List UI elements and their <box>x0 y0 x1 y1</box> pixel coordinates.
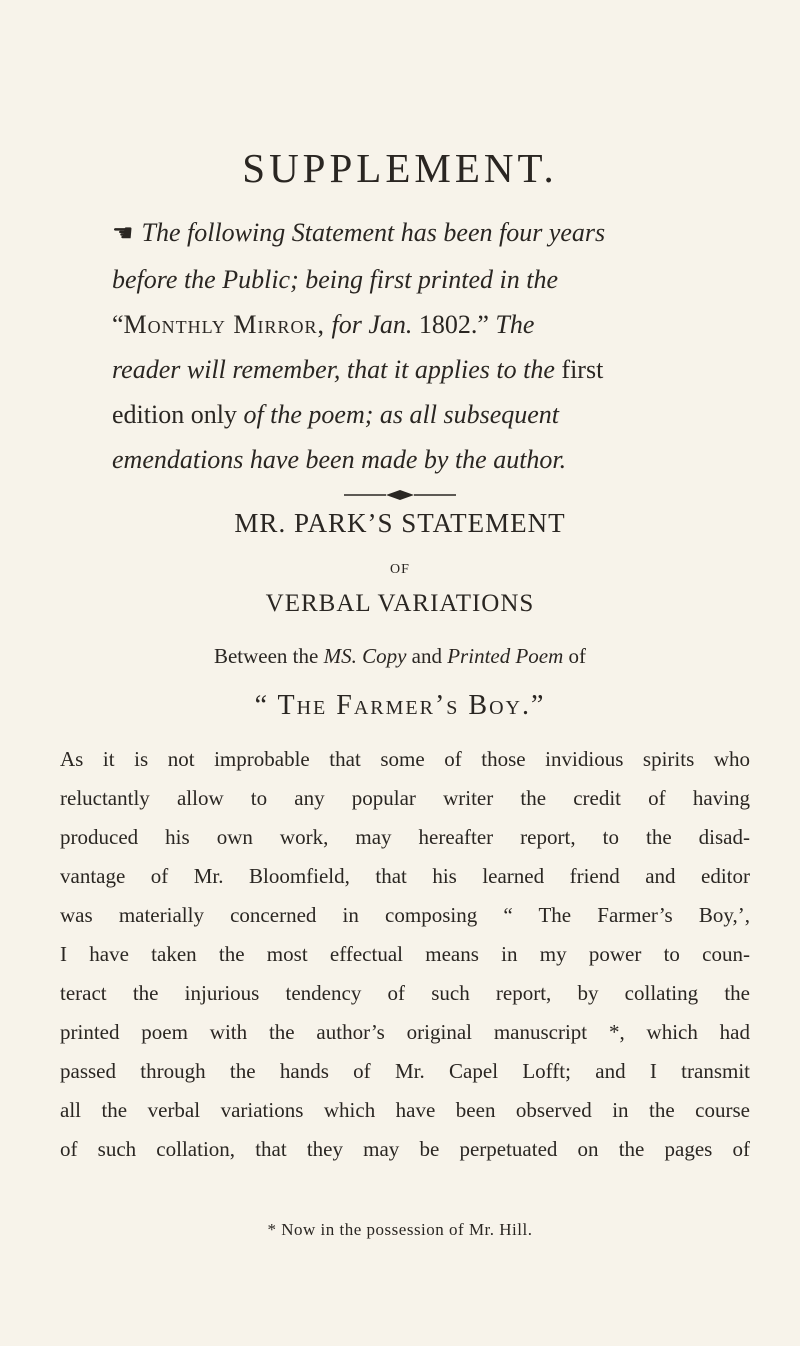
poem-title-heading: “ The Farmer’s Boy.” <box>254 690 546 721</box>
page-title: SUPPLEMENT. <box>242 145 558 191</box>
statement-body <box>60 740 750 1169</box>
body-line: As it is not improbable that some of those invidious spirits who <box>60 747 750 771</box>
body-line: produced his own work, may hereafter report, to the disad- <box>60 825 750 849</box>
pointing-hand-icon: ☛ <box>112 221 134 247</box>
body-line: printed poem with the author’s original manuscript *, which had <box>60 1020 750 1044</box>
body-line: I have taken the most effectual means in my power to coun- <box>60 942 750 966</box>
notice-line-3: “Monthly Mirror, for Jan. 1802.” The <box>112 310 535 339</box>
notice-line-6: emendations have been made by the author. <box>112 445 567 474</box>
body-line: all the verbal variations which have been observed in the course <box>60 1098 750 1122</box>
body-line: vantage of Mr. Bloomfield, that his learned friend and editor <box>60 864 750 888</box>
body-line: was materially concerned in composing “ The Farmer’s Boy,’, <box>60 903 750 927</box>
notice-paragraph <box>112 210 732 482</box>
footnote: * Now in the possession of Mr. Hill. <box>267 1220 533 1239</box>
between-subheading: Between the MS. Copy and Printed Poem of <box>213 644 587 668</box>
notice-line-1: ☛ The following Statement has been four years <box>112 210 732 257</box>
statement-heading: MR. PARK’S STATEMENT <box>234 508 566 538</box>
heading-of: OF <box>390 562 410 577</box>
notice-line-2: before the Public; being first printed in the <box>112 265 559 294</box>
notice-line-5: edition only of the poem; as all subsequent <box>112 400 560 429</box>
verbal-variations-heading: VERBAL VARIATIONS <box>265 590 535 617</box>
body-line: teract the injurious tendency of such report, by collating the <box>60 981 750 1005</box>
body-line: reluctantly allow to any popular writer the credit of having <box>60 786 750 810</box>
body-line: of such collation, that they may be perpetuated on the pages of <box>60 1137 750 1161</box>
body-line: passed through the hands of Mr. Capel Lofft; and I transmit <box>60 1059 750 1083</box>
magazine-name: Monthly Mirror, <box>123 310 325 339</box>
section-divider-ornament <box>340 488 460 502</box>
notice-line-4: reader will remember, that it applies to the first <box>112 355 604 384</box>
